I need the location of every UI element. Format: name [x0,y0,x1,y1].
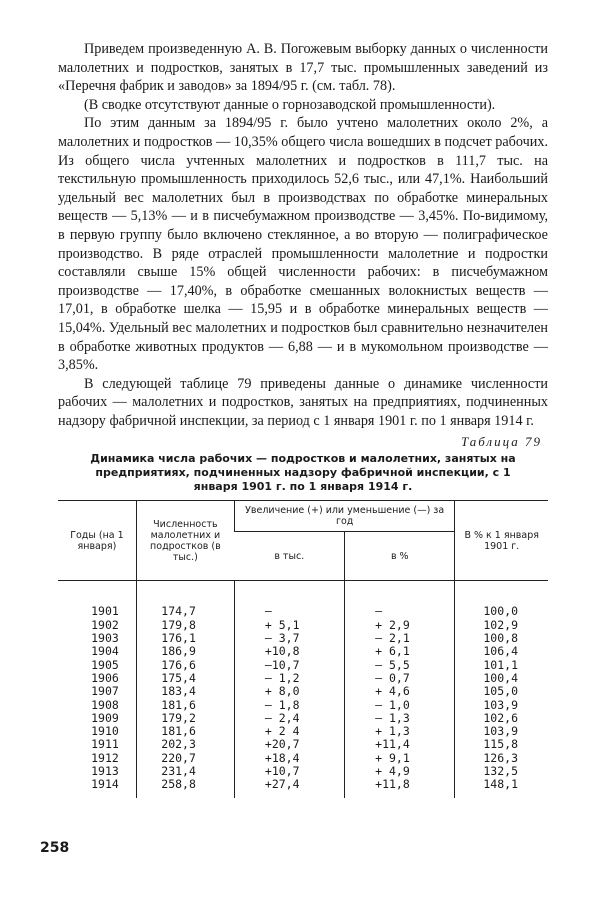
cell-change-pct: + 1,3 [345,725,455,738]
cell-pct-1901: 126,3 [455,752,548,765]
cell-change-pct: + 4,6 [345,685,455,698]
cell-change-pct: + 2,9 [345,619,455,632]
table-row [58,738,548,751]
cell-count: 258,8 [136,778,234,797]
cell-change-abs: — [234,605,344,618]
cell-year: 1904 [91,644,119,659]
page-content [58,40,548,798]
cell-year: 1909 [91,710,119,725]
header-count: Численность малолетних и подростков (в тыс.) [136,501,234,581]
cell-count: 183,4 [136,685,234,698]
table-row [58,632,548,645]
cell-change-pct: — 2,1 [345,632,455,645]
header-change: Увеличение (+) или уменьшение (—) за год [234,501,455,532]
table-title: Динамика числа рабочих — подростков и малолетних, занятых на предприятиях, подчиненных надзору фабричной инспекции, с 1 января 1901 г. по 1 января 1914 г. [90,452,516,494]
table-row [58,712,548,725]
header-change-abs: в тыс. [234,532,344,581]
cell-change-pct: + 6,1 [345,645,455,658]
cell-year: 1912 [91,750,119,765]
cell-pct-1901: 101,1 [455,659,548,672]
data-table [58,500,548,797]
table-row [58,619,548,632]
cell-pct-1901: 102,9 [455,619,548,632]
table-row [58,685,548,698]
cell-change-pct: — 0,7 [345,672,455,685]
cell-year: 1910 [91,724,119,739]
cell-pct-1901: 100,4 [455,672,548,685]
cell-year: 1911 [91,737,119,752]
cell-year: 1905 [91,657,119,672]
table-row [58,752,548,765]
table-body [58,581,548,798]
cell-pct-1901: 105,0 [455,685,548,698]
cell-change-pct: +11,8 [345,778,455,797]
cell-pct-1901: 100,0 [455,605,548,618]
cell-count: 176,1 [136,632,234,645]
paragraph-1: Приведем произведенную А. В. Погожевым выборку данных о численности малолетних и подростков, занятых в 17,7 тыс. промышленных заведений из «Перечня фабрик и заводов» за 1894/95 г. (см. табл. 78). [58,41,548,95]
cell-year: 1907 [91,684,119,699]
cell-change-abs: + 8,0 [234,685,344,698]
cell-change-abs: + 5,1 [234,619,344,632]
table-row [58,645,548,658]
cell-year: 1914 [91,777,119,792]
cell-count: 174,7 [136,605,234,618]
cell-pct-1901: 100,8 [455,632,548,645]
header-change-pct: в % [345,532,455,581]
cell-pct-1901: 103,9 [455,725,548,738]
cell-change-abs: +18,4 [234,752,344,765]
table-row [58,778,548,797]
cell-change-abs: — 1,2 [234,672,344,685]
page-number: 258 [40,840,70,856]
cell-count: 181,6 [136,699,234,712]
cell-change-abs: — 2,4 [234,712,344,725]
cell-change-abs: + 2 4 [234,725,344,738]
table-row [58,672,548,685]
cell-change-abs: — 1,8 [234,699,344,712]
table-row [58,659,548,672]
table-row [58,699,548,712]
table-row [58,605,548,618]
cell-count: 220,7 [136,752,234,765]
cell-pct-1901: 106,4 [455,645,548,658]
cell-pct-1901: 115,8 [455,738,548,751]
cell-change-pct: — 1,0 [345,699,455,712]
cell-change-abs: +10,7 [234,765,344,778]
cell-change-abs: +20,7 [234,738,344,751]
cell-count: 175,4 [136,672,234,685]
cell-count: 231,4 [136,765,234,778]
table-row [58,725,548,738]
cell-change-pct: + 4,9 [345,765,455,778]
cell-year: 1903 [91,631,119,646]
cell-pct-1901: 103,9 [455,699,548,712]
cell-change-pct: — 1,3 [345,712,455,725]
paragraph-4: В следующей таблице 79 приведены данные о динамике численности рабочих — малолетних и подростков, занятых на предприятиях, подчиненных надзору фабричной инспекции, за период с 1 января 1901 г. по 1 января 1914 г. [58,375,548,429]
cell-pct-1901: 102,6 [455,712,548,725]
cell-year: 1913 [91,764,119,779]
cell-count: 176,6 [136,659,234,672]
cell-count: 179,2 [136,712,234,725]
cell-change-pct: + 9,1 [345,752,455,765]
cell-change-abs: +27,4 [234,778,344,797]
cell-year: 1908 [91,697,119,712]
cell-count: 186,9 [136,645,234,658]
cell-count: 181,6 [136,725,234,738]
cell-change-abs: —10,7 [234,659,344,672]
cell-pct-1901: 148,1 [455,778,548,797]
cell-year: 1906 [91,670,119,685]
cell-year: 1902 [91,617,119,632]
cell-change-pct: — 5,5 [345,659,455,672]
paragraph-2: (В сводке отсутствуют данные о горнозаводской промышленности). [84,96,496,113]
table-label: Таблица 79 [460,434,542,450]
cell-change-pct: — [345,605,455,618]
cell-count: 179,8 [136,619,234,632]
cell-change-abs: +10,8 [234,645,344,658]
header-pct-1901: В % к 1 января 1901 г. [455,501,548,581]
table-row [58,765,548,778]
cell-year: 1901 [91,604,119,619]
cell-change-abs: — 3,7 [234,632,344,645]
paragraph-3: По этим данным за 1894/95 г. было учтено малолетних около 2%, а малолетних и подростков — 10,35% общего числа вошедших в подсчет рабочих. Из общего числа учтенных малолетних и подростков в 111,7 тыс. на текстильную промышленность приходилось 52,6 тыс., или 47,1%. Наибольший удельный вес малолетних был в производствах по обработке минеральных веществ — 5,13% — и в писчебумажном производстве — 3,45%. По-видимому, в первую группу было включено стеклянное, а во вторую — полиграфическое производство. В ряде отраслей промышленности малолетние и подростки составляли свыше 15% общей численности рабочих: в писчебумажном производстве — 17,40%, в обработке смешанных волокнистых веществ — 17,01, в обработке шелка — 15,95 и в обработке минеральных веществ — 15,04%. Удельный вес малолетних и подростков был сравнительно незначителен в обработке животных продуктов — 6,88 — и в мукомольном производстве — 3,85%. [58,115,548,374]
header-year: Годы (на 1 января) [58,501,136,581]
cell-pct-1901: 132,5 [455,765,548,778]
cell-change-pct: +11,4 [345,738,455,751]
cell-count: 202,3 [136,738,234,751]
